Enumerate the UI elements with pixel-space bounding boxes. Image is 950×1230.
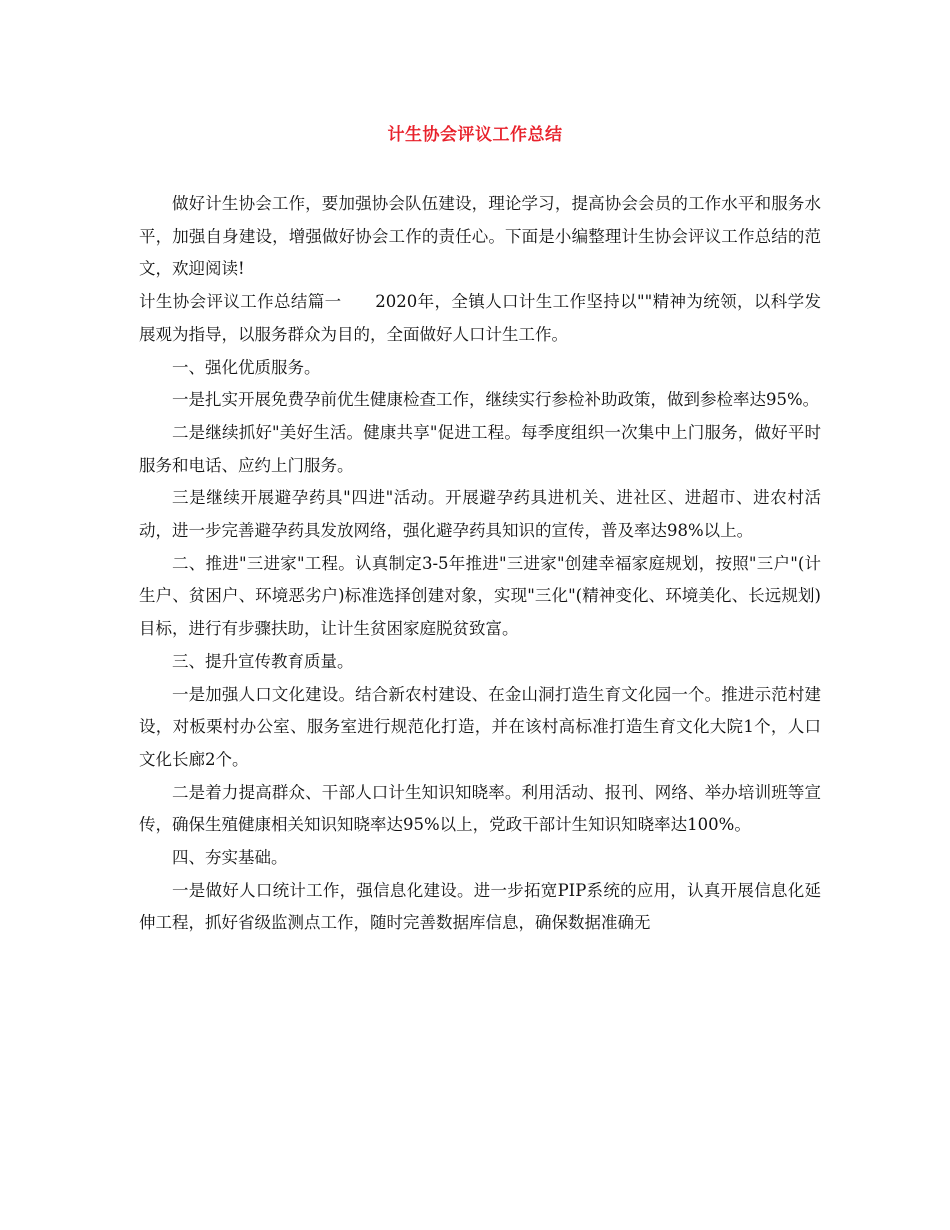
paragraph: 一、强化优质服务。 <box>172 357 321 377</box>
document-title: 计生协会评议工作总结 <box>387 125 563 145</box>
paragraph: 一是扎实开展免费孕前优生健康检查工作，继续实行参检补助政策，做到参检率达95%。 <box>172 390 820 410</box>
paragraph: 三、提升宣传教育质量。 <box>172 651 354 671</box>
paragraph: 二、推进"三进家"工程。认真制定3-5年推进"三进家"创建幸福家庭规划，按照"三户"(计生户、贫困户、环境恶劣户)标准选择创建对象，实现"三化"(精神变化、环境美化、长远规划)目标，进行有步骤扶助，让计生贫困家庭脱贫致富。 <box>139 553 821 639</box>
paragraph: 计生协会评议工作总结篇一 2020年，全镇人口计生工作坚持以""精神为统领，以科学发展观为指导，以服务群众为目的，全面做好人口计生工作。 <box>139 292 821 344</box>
paragraph: 做好计生协会工作，要加强协会队伍建设，理论学习，提高协会会员的工作水平和服务水平，加强自身建设，增强做好协会工作的责任心。下面是小编整理计生协会评议工作总结的范文，欢迎阅读! <box>139 194 821 279</box>
paragraph: 一是加强人口文化建设。结合新农村建设、在金山洞打造生育文化园一个。推进示范村建设，对板栗村办公室、服务室进行规范化打造，并在该村高标准打造生育文化大院1个，人口文化长廊2个。 <box>139 684 821 769</box>
paragraph: 三是继续开展避孕药具"四进"活动。开展避孕药具进机关、进社区、进超市、进农村活动，进一步完善避孕药具发放网络，强化避孕药具知识的宣传，普及率达98%以上。 <box>139 488 821 541</box>
paragraph: 二是着力提高群众、干部人口计生知识知晓率。利用活动、报刊、网络、举办培训班等宣传，确保生殖健康相关知识知晓率达95%以上，党政干部计生知识知晓率达100%。 <box>139 782 821 835</box>
document-body <box>139 188 821 940</box>
paragraph: 一是做好人口统计工作，强信息化建设。进一步拓宽PIP系统的应用，认真开展信息化延伸工程，抓好省级监测点工作，随时完善数据库信息，确保数据准确无 <box>139 880 821 933</box>
paragraph: 二是继续抓好"美好生活。健康共享"促进工程。每季度组织一次集中上门服务，做好平时服务和电话、应约上门服务。 <box>139 422 821 475</box>
paragraph: 四、夯实基础。 <box>172 848 288 868</box>
